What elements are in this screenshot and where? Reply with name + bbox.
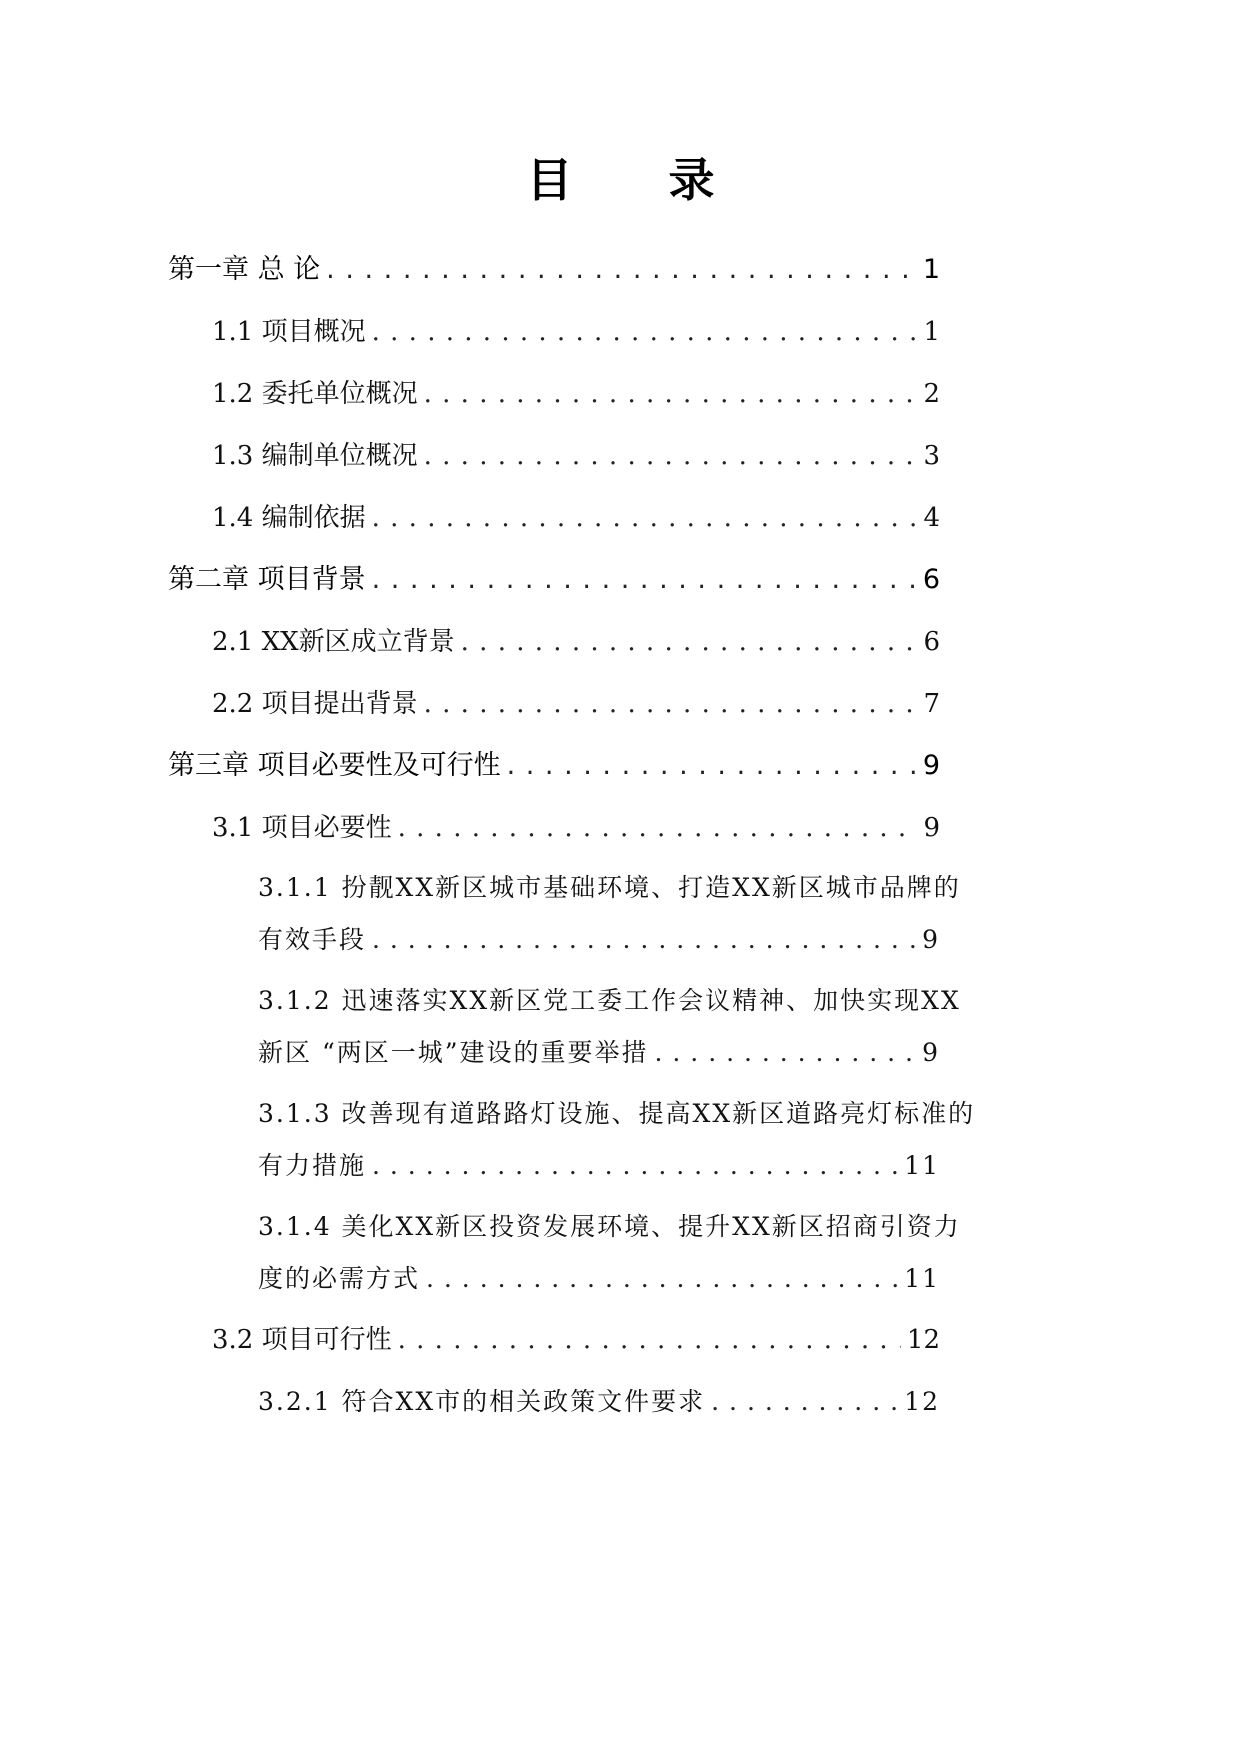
toc-entry-3-1-1-line1[interactable]: 3.1.1 扮靓XX新区城市基础环境、打造XX新区城市品牌的: [258, 873, 961, 902]
toc-entry-text: 3.2 项目可行性: [212, 1325, 392, 1355]
toc-entry-text: 有效手段: [258, 925, 367, 954]
toc-entry-1-1[interactable]: [212, 312, 940, 352]
toc-entry-3-1-2[interactable]: [258, 1033, 940, 1073]
toc-entry-3-1-4-line1[interactable]: 3.1.4 美化XX新区投资发展环境、提升XX新区招商引资力: [258, 1212, 961, 1241]
dot-leader: [372, 1146, 898, 1186]
dot-leader: [398, 808, 918, 848]
toc-page-number: 6: [922, 564, 940, 595]
toc-entry-text: 2.1 XX新区成立背景: [212, 627, 455, 657]
toc-entry-3-1-1[interactable]: [258, 920, 940, 960]
toc-page-number: 11: [904, 1264, 940, 1293]
toc-entry-1-2[interactable]: [212, 374, 940, 414]
toc-entry-text: 1.4 编制依据: [212, 503, 366, 533]
toc-entry-chapter-1[interactable]: [168, 250, 940, 290]
toc-entry-text: 度的必需方式: [258, 1264, 421, 1293]
toc-page-number: 11: [904, 1151, 940, 1180]
toc-entry-3-1-2-line1[interactable]: 3.1.2 迅速落实XX新区党工委工作会议精神、加快实现XX: [258, 986, 961, 1015]
toc-page-number: 9: [923, 813, 940, 843]
dot-leader: [426, 1259, 898, 1299]
toc-page-number: 9: [922, 750, 940, 781]
toc-entry-2-1[interactable]: [212, 622, 940, 662]
dot-leader: [655, 1033, 917, 1073]
toc-page-number: 9: [922, 1038, 940, 1067]
dot-leader: [424, 436, 918, 476]
toc-entry-text: 第二章 项目背景: [168, 564, 366, 595]
toc-page-number: 2: [923, 379, 940, 409]
toc-entry-text: 1.2 委托单位概况: [212, 379, 418, 409]
toc-entry-3-2-1[interactable]: [258, 1382, 940, 1422]
toc-entry-text: 第三章 项目必要性及可行性: [168, 750, 501, 781]
dot-leader: [326, 250, 917, 290]
toc-entry-text: 有力措施: [258, 1151, 367, 1180]
toc-entry-3-1-4[interactable]: [258, 1259, 940, 1299]
toc-page-number: 9: [922, 925, 940, 954]
dot-leader: [424, 374, 918, 414]
dot-leader: [372, 560, 917, 600]
toc-page-number: 7: [923, 689, 940, 719]
toc-entry-text: 2.2 项目提出背景: [212, 689, 418, 719]
dot-leader: [372, 498, 918, 538]
toc-page-number: 6: [923, 627, 940, 657]
toc-page-number: 12: [906, 1325, 940, 1355]
dot-leader: [372, 920, 916, 960]
toc-entry-text: 1.3 编制单位概况: [212, 441, 418, 471]
toc-page-number: 12: [904, 1387, 940, 1416]
toc-entry-2-2[interactable]: [212, 684, 940, 724]
toc-entry-1-4[interactable]: [212, 498, 940, 538]
toc-page-number: 3: [923, 441, 940, 471]
toc-entry-3-1-3[interactable]: [258, 1146, 940, 1186]
dot-leader: [461, 622, 918, 662]
toc-entry-3-2[interactable]: [212, 1320, 940, 1360]
toc-entry-text: 3.1 项目必要性: [212, 813, 392, 843]
toc-page-number: 1: [922, 254, 940, 285]
dot-leader: [507, 746, 917, 786]
toc-page-number: 4: [923, 503, 940, 533]
toc-entry-3-1-3-line1[interactable]: 3.1.3 改善现有道路路灯设施、提高XX新区道路亮灯标准的: [258, 1099, 976, 1128]
dot-leader: [398, 1320, 901, 1360]
dot-leader: [424, 684, 918, 724]
dot-leader: [711, 1382, 898, 1422]
toc-entry-text: 第一章 总 论: [168, 254, 321, 285]
dot-leader: [372, 312, 918, 352]
toc-entry-text: 新区 “两区一城”建设的重要举措: [258, 1038, 649, 1067]
toc-entry-1-3[interactable]: [212, 436, 940, 476]
toc-entry-text: 1.1 项目概况: [212, 317, 366, 347]
toc-page-number: 1: [923, 317, 940, 347]
toc-entry-chapter-2[interactable]: [168, 560, 940, 600]
toc-entry-chapter-3[interactable]: [168, 746, 940, 786]
toc-entry-3-1[interactable]: [212, 808, 940, 848]
toc-title: 目 录: [526, 153, 755, 207]
toc-entry-text: 3.2.1 符合XX市的相关政策文件要求: [258, 1387, 706, 1416]
